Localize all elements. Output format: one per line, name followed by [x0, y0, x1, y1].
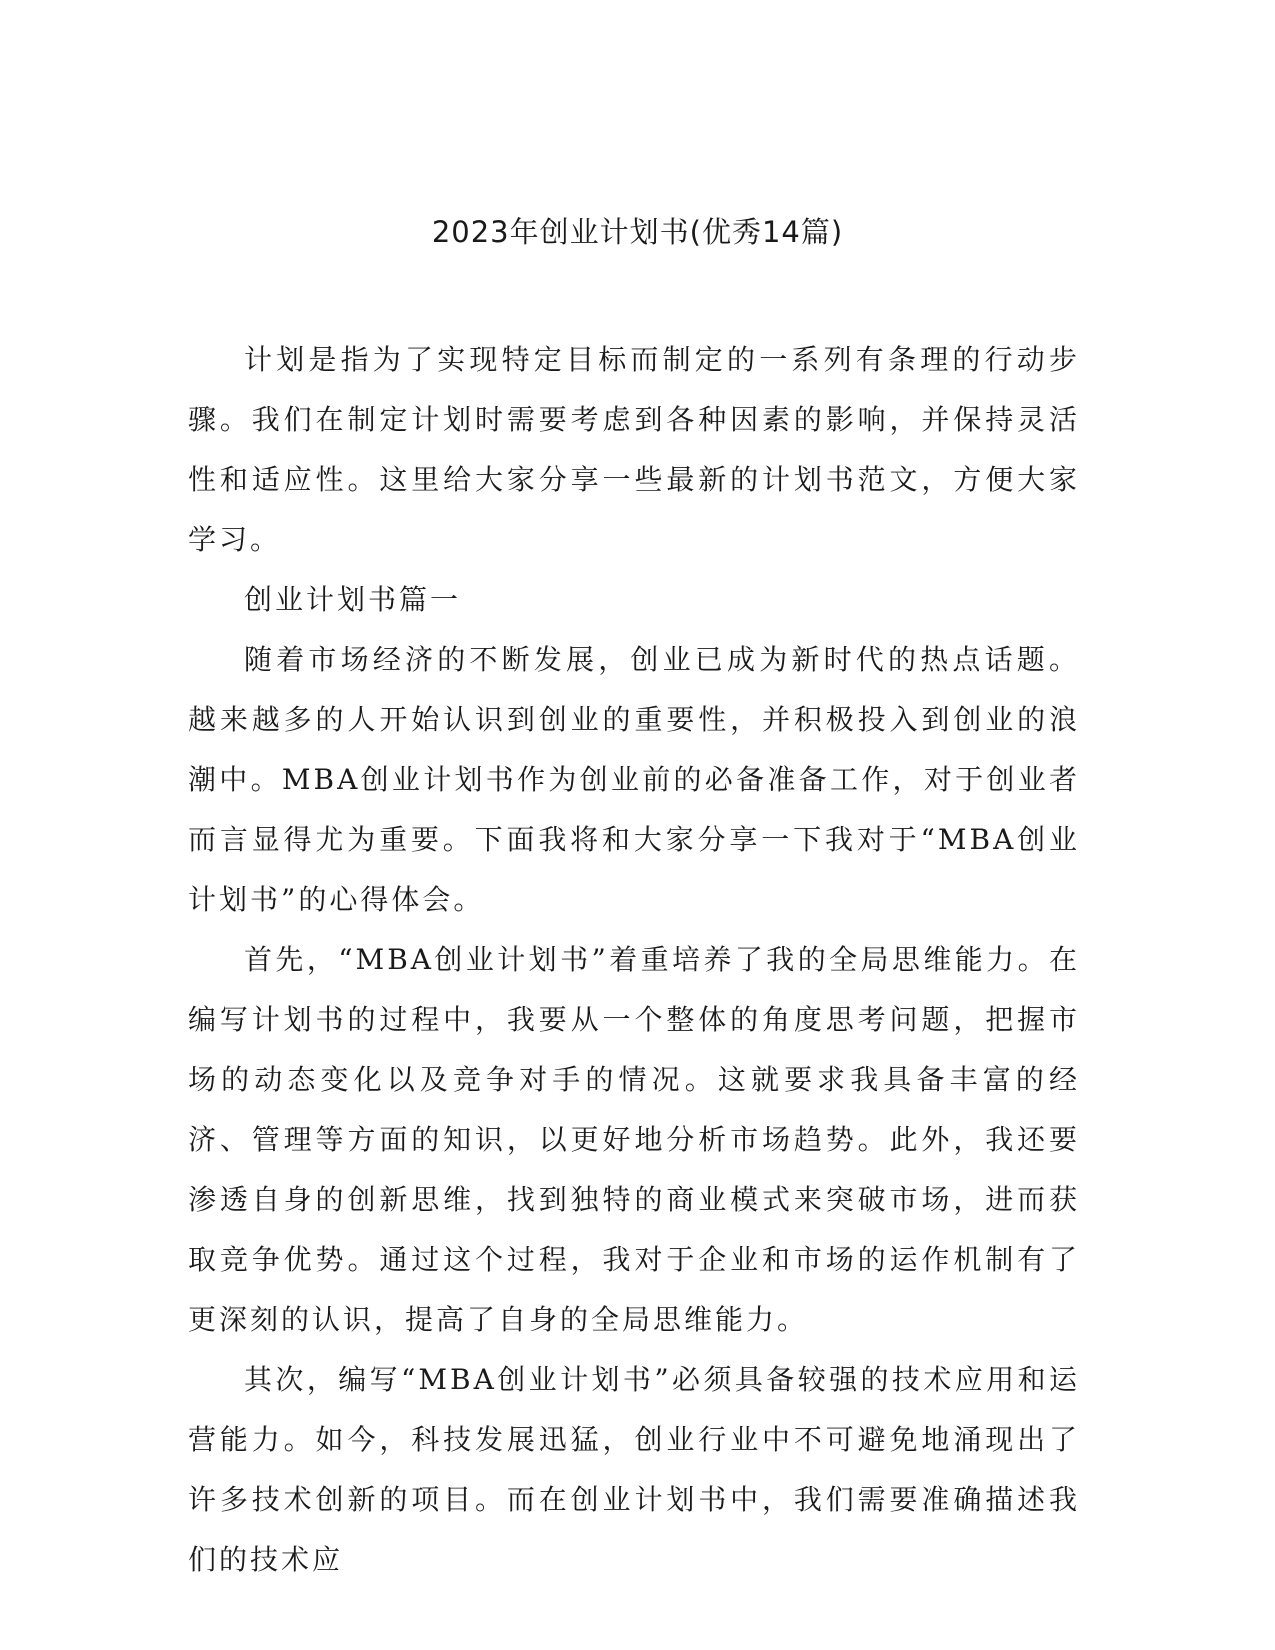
intro-paragraph: 计划是指为了实现特定目标而制定的一系列有条理的行动步骤。我们在制定计划时需要考虑到各种因素的影响，并保持灵活性和适应性。这里给大家分享一些最新的计划书范文，方便大家学习。	[188, 343, 1080, 556]
body-paragraph: 其次，编写“MBA创业计划书”必须具备较强的技术应用和运营能力。如今，科技发展迅猛，创业行业中不可避免地涌现出了许多技术创新的项目。而在创业计划书中，我们需要准确描述我们的技术应	[188, 1363, 1080, 1576]
document-body	[188, 330, 1080, 1590]
document-title: 2023年创业计划书(优秀14篇)	[431, 215, 844, 249]
section-heading: 创业计划书篇一	[244, 583, 462, 616]
body-paragraph: 首先，“MBA创业计划书”着重培养了我的全局思维能力。在编写计划书的过程中，我要从一个整体的角度思考问题，把握市场的动态变化以及竞争对手的情况。这就要求我具备丰富的经济、管理等方面的知识，以更好地分析市场趋势。此外，我还要渗透自身的创新思维，找到独特的商业模式来突破市场，进而获取竞争优势。通过这个过程，我对于企业和市场的运作机制有了更深刻的认识，提高了自身的全局思维能力。	[188, 943, 1080, 1336]
body-paragraph: 随着市场经济的不断发展，创业已成为新时代的热点话题。越来越多的人开始认识到创业的重要性，并积极投入到创业的浪潮中。MBA创业计划书作为创业前的必备准备工作，对于创业者而言显得尤为重要。下面我将和大家分享一下我对于“MBA创业计划书”的心得体会。	[188, 643, 1080, 916]
